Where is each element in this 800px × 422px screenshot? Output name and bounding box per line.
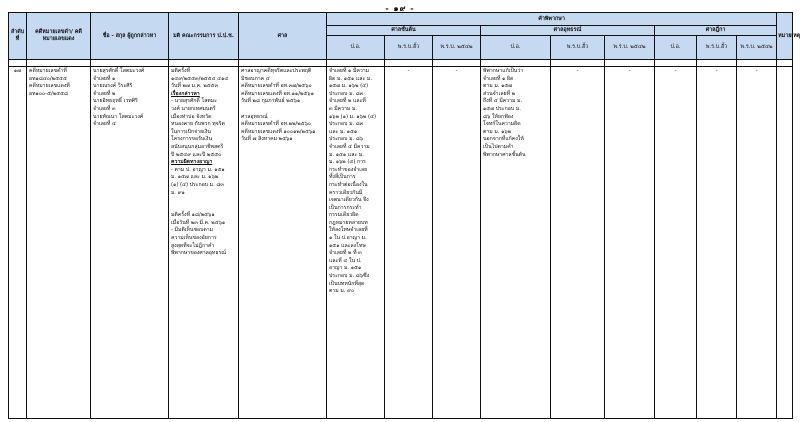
table-row [9,67,793,419]
text-line: คดีหมายเลขแดงที่ [29,83,70,90]
header-resolution: มติ คณะกรรมการ ป.ป.ช. [169,13,239,60]
section-heading: ความผิดทางอาญา [171,159,213,166]
text-line: จำเลยที่ ๒ ที่ ๓ [329,250,362,257]
header-first-pa: ป.อ. [327,36,385,60]
section-heading: เรื่องกล่าวหา [171,90,200,97]
text-line: ทั้งสี่เป็นการ [329,174,356,181]
text-line: พิพากษาแก้เป็นว่า [483,68,524,74]
text-line: ให้ลงโทษจำเลยที่ [329,227,368,234]
text-line: คดีหมายเลขแดงที่ ๑๐๐๑๒/๒๕๖๑ [241,128,316,135]
text-line [171,197,236,205]
text-line: ๑๔๙/๒๕๕๓/๒๕๕๔ ๔๑๔ [171,75,229,82]
text-line: ๑๕๑ และลงโทษ [329,242,366,249]
cell-first-pa [327,67,385,419]
cell-supreme-pa: - [655,67,697,419]
text-line: คดีหมายเลขแดงที่ อท.๑๑/๒๕๖๑ [241,90,314,97]
header-row-1 [9,13,793,26]
text-line: ม. ๙๑ [171,189,185,196]
header-case-no: คดีหมายเลขดำ/ คดีหมายเลขแดง [27,13,91,60]
text-line: ม. ๑๖๒ (๔) การ [329,159,366,166]
header-supreme-prb-short: พ.ร.บ.ฮั้ว [697,36,737,60]
text-line: ๑ ใน ป.อาญา ม. [329,235,367,242]
header-first-prb-short: พ.ร.บ.ฮั้ว [385,36,433,60]
text-line: ศาลอุทธรณ์ [241,113,268,120]
text-line: ประกอบ ม. ๘๓ [329,121,364,128]
text-line: คราวเดียวกันมี [329,189,363,196]
text-line: มติครั้งที่ ๑๘/๒๕๖๑ [171,212,215,219]
text-line: มิชอบภาค ๔ [241,75,270,82]
text-line: จำเลยที่ ๓ [93,105,116,112]
text-line: อท๑๘๔๐/๒๕๕๕ [29,75,67,82]
cell-remark [777,67,793,419]
cell-case-no [27,67,91,419]
text-line: ปี ๒๕๔๙ และปี ๒๕๕๐ [171,151,222,158]
cell-supreme-prb-short: - [697,67,737,419]
cell-resolution [169,67,239,419]
text-line: กรรมเดียวผิด [329,212,359,219]
text-line: ๘๖ ให้ยกฟ้อง [483,113,514,120]
header-supreme-pa: ป.อ. [655,36,697,60]
header-appeal-pa: ป.อ. [481,36,551,60]
text-line: วันที่ ๒๘ กุมภาพันธ์ ๒๕๖๑ [241,98,301,105]
text-line: ประกอบ ม. ๘๖ [329,136,364,143]
text-line: (๑) (๔) ประกอบ ม. ๘๓ [171,181,224,188]
text-line: นายทัณนา โสตมะวงศ์ [93,113,144,120]
text-line: สูงสุดที่จะไม่ฎีกาคำ [171,242,215,249]
cell-first-prb-year: - [433,67,481,419]
text-line: และ ม. ๑๕๑ [329,128,358,135]
text-line: จำเลยที่ ๔ [93,121,116,128]
text-line: อท๑๐๐-๕/๒๕๕๘ [29,90,68,97]
text-line: วันที่ ๒๗ ม.ค. ๒๕๕๓ [171,83,219,90]
cell-first-prb-short: - [385,67,433,419]
header-first-court: ศาลชั้นต้น [327,26,481,36]
text-line: จำเลยที่ ๒ และที่ [329,98,366,105]
text-line: ม. ๑๕๗ และ ม. ๑๖๒ [171,174,219,181]
text-line: กฎหมายหลายบท [329,219,368,226]
text-line: หนองคาย กับพวก ทุจริต [171,121,225,128]
text-line: จำเลยที่ ๑ ผิด [483,75,514,82]
header-remark: หมายเหตุ [777,13,793,60]
text-line: นอกจากที่แก้คงให้ [483,136,524,143]
text-line: จำเลยที่ ๑ [93,75,116,82]
text-line: กระทำของจำเลย [329,166,368,173]
header-supreme-prb-year: พ.ร.บ. ๒๕๔๒ [737,36,777,60]
text-line: จำเลยที่ ๒ [93,90,116,97]
case-table [8,12,800,419]
text-line: โครงการขอรับเงิน [171,136,213,143]
cell-no: ๑๗ [9,67,27,419]
text-line: นายสุรศักดิ์ โสตมะวงศ์ [93,68,145,74]
text-line: โจทก์ในความผิด [483,121,521,128]
text-line: ความเห็นของอัยการ [171,235,217,242]
text-line: ๑๕๗ ประกอบ ม. [483,105,521,112]
text-line: เจตนาเดียวกัน จึง [329,197,369,204]
text-line: สนับสนุนกลุ่มอาชีพสตรี [171,143,224,150]
text-line: - นายสุรศักดิ์ โสตมะ [171,98,217,105]
header-parties: ชื่อ - สกุล ผู้ถูกกล่าวหา [91,13,169,60]
text-line: คดีหมายเลขดำที่ [29,68,67,74]
text-line: และที่ ๔ ใน ป. [329,257,362,264]
text-line: วันที่ ๗ สิงหาคม ๒๕๖๑ [241,136,293,143]
text-line: - มีมติเห็นชอบตาม [171,227,214,234]
text-line: ตาม ม. ๙๐ [329,288,355,295]
header-court: ศาล [239,13,327,60]
text-line: เมื่อวันที่ ๒๓ มี.ค. ๒๕๖๑ [171,219,226,226]
text-line: ประกอบ ม. ๘๖ซึ่ง [329,273,370,280]
cell-appeal-prb-year: - [605,67,655,419]
header-verdict: คำพิพากษา [327,13,777,26]
text-line: คดีหมายเลขดำที่ อท.๓๗/๒๕๖๐ [241,83,312,90]
text-line: วงศ์ นายกเทศมนตรี [171,105,216,112]
cell-appeal-prb-short: - [551,67,605,419]
text-line: - ตาม ป. อาญา ม. ๑๕๑ [171,166,225,173]
text-line: ม. ๑๕๑ และ ม. [329,151,364,158]
text-line: ตาม ม. ๑๖๒ [483,128,512,135]
spacer-row [9,60,793,67]
cell-supreme-prb-year: - [737,67,777,419]
text-line: จำเลยที่ ๑ มีความ [329,68,370,74]
text-line: ผิด ม. ๑๕๑ และ ม. [329,75,372,82]
text-line: มติครั้งที่ [171,68,190,74]
text-line: เป็นบทหนักที่สุด [329,280,365,287]
text-line: ๓ มีความ ม. [329,105,358,112]
text-line: อาญา ม. ๑๕๑ [329,265,362,272]
text-line: ตาม ม. ๑๕๗ [483,83,513,90]
cell-parties [91,67,169,419]
text-line: ในการเบิกจ่ายเงิน [171,128,211,135]
text-line: เมืองท่าบ่อ จังหวัด [171,113,212,120]
header-appeal-prb-year: พ.ร.บ. ๒๕๔๒ [605,36,655,60]
text-line: ๑๖๒ (๑) ม. ๑๖๒ (๔) [329,113,376,120]
page-number: - ๑๙ - [385,4,415,13]
text-line: เป็นไปตามคำ [483,143,514,150]
text-line: เป็นการกระทำ [329,204,362,211]
text-line: คดีหมายเลขดำที่ อท.๒๒/๒๕๖๐ [241,121,312,128]
text-line: ถึงที่ ๔ มีความ ม. [483,98,523,105]
header-no: ลำดับที่ [9,13,27,60]
text-line: กระทำต่อเนื่องใน [329,181,368,188]
cell-court [239,67,327,419]
text-line: ศาลอาญาคดีทุจริตและประพฤติ [241,68,312,74]
text-line [241,106,324,114]
text-line: นายณรงค์ วีระศิริ [93,83,133,90]
text-line: จำเลยที่ ๔ มีความ [329,143,370,150]
header-appeal-prb-short: พ.ร.บ.ฮั้ว [551,36,605,60]
text-line: พิพากษาศาลชั้นต้น [483,151,526,158]
cell-appeal-pa [481,67,551,419]
text-line: นายอิทธฤทธิ์ เวทศิริ [93,98,138,105]
header-appeal-court: ศาลอุทธรณ์ [481,26,655,36]
text-line: ส่วนจำเลยที่ ๒ [483,90,516,97]
header-supreme-court: ศาลฎีกา [655,26,777,36]
text-line: ๑๕๗ ม. ๑๖๒ (๔) [329,83,369,90]
text-line: พิพากษาของศาลอุทธรณ์ [171,250,227,257]
text-line: ประกอบ ม. ๘๓ [329,90,364,97]
header-first-prb-year: พ.ร.บ. ๒๕๔๒ [433,36,481,60]
